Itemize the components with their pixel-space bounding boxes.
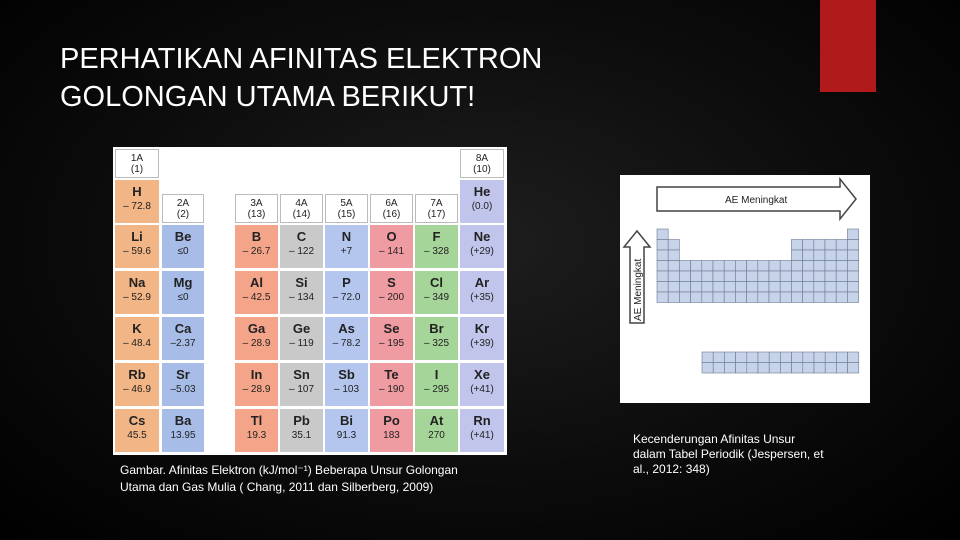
grid-cell (836, 250, 847, 261)
grid-cell (713, 282, 724, 293)
f-block-cell (848, 363, 859, 374)
group-header-4a (280, 194, 323, 223)
grid-cell (836, 282, 847, 293)
element-cell-ca (162, 317, 204, 360)
element-affinity: – 349 (423, 292, 450, 303)
group-header-number: (16) (382, 209, 401, 220)
group-header-number: (10) (473, 164, 491, 175)
group-header-5a (325, 194, 368, 223)
grid-cell (780, 282, 791, 293)
element-symbol: Be (174, 229, 192, 244)
grid-cell (713, 292, 724, 303)
group-header-label: 6A (385, 198, 398, 209)
element-symbol: Sb (338, 367, 355, 382)
grid-cell (814, 261, 825, 272)
grid-cell (814, 282, 825, 293)
group-header-number: (2) (176, 209, 190, 220)
element-symbol: Bi (340, 413, 353, 428)
element-affinity: – 190 (378, 384, 405, 395)
grid-cell (724, 292, 735, 303)
element-cell-se (370, 317, 413, 360)
element-affinity: 270 (428, 430, 445, 441)
grid-cell (791, 282, 802, 293)
grid-cell (747, 271, 758, 282)
element-affinity: – 119 (289, 338, 314, 349)
element-symbol: Rn (473, 413, 491, 428)
grid-cell (747, 282, 758, 293)
element-symbol: Ne (473, 229, 491, 244)
caption-right-line-2: dalam Tabel Periodik (Jespersen, et (633, 447, 824, 461)
element-cell-s (370, 271, 413, 314)
element-cell-cs (115, 409, 159, 452)
element-affinity: –2.37 (170, 338, 196, 349)
grid-cell (791, 292, 802, 303)
element-affinity: – 42.5 (242, 292, 271, 303)
grid-cell (791, 271, 802, 282)
f-block-cell (769, 352, 780, 363)
inner-transition-grid (702, 352, 859, 373)
grid-cell (769, 292, 780, 303)
element-symbol: Ca (174, 321, 192, 336)
element-affinity: – 195 (378, 338, 405, 349)
f-block-cell (724, 363, 735, 374)
element-symbol: Xe (474, 367, 490, 382)
grid-cell (847, 292, 858, 303)
element-affinity: 19.3 (246, 430, 267, 441)
element-cell-i (415, 363, 458, 406)
element-symbol: In (250, 367, 263, 382)
element-affinity: (+35) (470, 292, 494, 303)
element-cell-pb (280, 409, 323, 452)
group-header-number: (15) (337, 209, 356, 220)
group-header-number: (1) (130, 164, 144, 175)
grid-cell (791, 261, 802, 272)
element-affinity: (0.0) (471, 201, 493, 212)
element-symbol: C (296, 229, 307, 244)
element-affinity: – 107 (288, 384, 315, 395)
grid-cell (657, 261, 668, 272)
grid-cell (791, 250, 802, 261)
element-affinity: 13.95 (170, 430, 196, 441)
element-cell-k (115, 317, 159, 360)
slide-title-line-1: PERHATIKAN AFINITAS ELEKTRON (60, 43, 543, 75)
grid-cell (814, 292, 825, 303)
grid-cell (814, 240, 825, 251)
element-cell-po (370, 409, 413, 452)
element-affinity: – 141 (378, 246, 405, 257)
f-block-cell (792, 363, 803, 374)
grid-cell (758, 292, 769, 303)
element-cell-rb (115, 363, 159, 406)
element-cell-ba (162, 409, 204, 452)
grid-cell (735, 261, 746, 272)
grid-cell (702, 271, 713, 282)
grid-cell (691, 271, 702, 282)
f-block-cell (702, 352, 713, 363)
element-symbol: Se (383, 321, 400, 336)
group-header-label: 8A (475, 153, 489, 164)
element-symbol: S (387, 275, 396, 290)
element-cell-ar (460, 271, 504, 314)
grid-cell (691, 292, 702, 303)
grid-cell (679, 282, 690, 293)
grid-cell (847, 261, 858, 272)
grid-cell (735, 271, 746, 282)
element-symbol: Si (295, 275, 308, 290)
element-symbol: O (386, 229, 397, 244)
element-cell-br (415, 317, 458, 360)
element-affinity: – 328 (423, 246, 450, 257)
grid-cell (668, 271, 679, 282)
element-symbol: Br (429, 321, 444, 336)
element-symbol: Mg (173, 275, 193, 290)
grid-cell (791, 240, 802, 251)
element-cell-ne (460, 225, 504, 268)
element-affinity: 91.3 (336, 430, 357, 441)
slide-title (60, 40, 660, 116)
grid-cell (847, 229, 858, 240)
element-symbol: Sr (176, 367, 190, 382)
grid-cell (668, 282, 679, 293)
group-header-7a (415, 194, 458, 223)
grid-cell (803, 282, 814, 293)
element-cell-at (415, 409, 458, 452)
element-cell-rn (460, 409, 504, 452)
grid-cell (825, 261, 836, 272)
group-header-label: 2A (176, 198, 190, 209)
grid-cell (836, 261, 847, 272)
grid-cell (657, 292, 668, 303)
grid-cell (814, 250, 825, 261)
element-symbol: Cl (430, 275, 443, 290)
element-affinity: 45.5 (127, 430, 147, 441)
grid-cell (724, 282, 735, 293)
grid-cell (691, 282, 702, 293)
grid-cell (747, 261, 758, 272)
grid-cell (758, 271, 769, 282)
group-header-number: (14) (292, 209, 311, 220)
group-header-label: 5A (340, 198, 353, 209)
grid-cell (769, 271, 780, 282)
element-affinity: 35.1 (291, 430, 312, 441)
grid-cell (668, 292, 679, 303)
element-cell-be (162, 225, 204, 268)
element-cell-te (370, 363, 413, 406)
element-affinity: (+41) (470, 384, 494, 395)
grid-cell (836, 292, 847, 303)
accent-bar (820, 0, 876, 92)
f-block-cell (836, 363, 847, 374)
element-affinity: (+39) (470, 338, 494, 349)
grid-cell (780, 261, 791, 272)
element-affinity: – 103 (333, 384, 360, 395)
element-symbol: Sn (293, 367, 310, 382)
f-block-cell (803, 352, 814, 363)
element-affinity: – 72.8 (123, 201, 151, 212)
group-header-6a (370, 194, 413, 223)
element-symbol: H (132, 184, 142, 199)
periodic-table-grid (657, 229, 859, 303)
element-symbol: As (338, 321, 355, 336)
element-symbol: Li (131, 229, 143, 244)
element-symbol: P (342, 275, 351, 290)
grid-cell (803, 250, 814, 261)
element-affinity: – 72.0 (332, 292, 361, 303)
f-block-cell (747, 363, 758, 374)
element-cell-p (325, 271, 368, 314)
group-header-label: 3A (250, 198, 263, 209)
element-symbol: K (132, 321, 142, 336)
element-cell-o (370, 225, 413, 268)
group-header-number: (13) (247, 209, 266, 220)
element-cell-in (235, 363, 278, 406)
element-affinity: – 48.4 (123, 338, 151, 349)
element-symbol: Pb (293, 413, 310, 428)
grid-cell (668, 250, 679, 261)
f-block-cell (713, 363, 724, 374)
element-affinity: (+29) (470, 246, 494, 257)
electron-affinity-table (113, 147, 507, 455)
group-header-8a (460, 149, 504, 178)
f-block-cell (758, 352, 769, 363)
grid-cell (825, 271, 836, 282)
group-header-3a (235, 194, 278, 223)
grid-cell (747, 292, 758, 303)
element-affinity: – 122 (288, 246, 315, 257)
element-symbol: Ge (292, 321, 311, 336)
element-cell-xe (460, 363, 504, 406)
f-block-cell (814, 363, 825, 374)
grid-cell (847, 271, 858, 282)
grid-cell (679, 261, 690, 272)
f-block-cell (848, 352, 859, 363)
element-affinity: – 325 (423, 338, 450, 349)
element-cell-sn (280, 363, 323, 406)
f-block-cell (736, 363, 747, 374)
f-block-cell (780, 352, 791, 363)
grid-cell (758, 261, 769, 272)
grid-cell (825, 250, 836, 261)
element-symbol: I (434, 367, 439, 382)
element-cell-ga (235, 317, 278, 360)
grid-cell (847, 250, 858, 261)
grid-cell (825, 240, 836, 251)
grid-cell (780, 292, 791, 303)
grid-cell (825, 282, 836, 293)
element-symbol: Al (250, 275, 263, 290)
element-cell-si (280, 271, 323, 314)
grid-cell (735, 292, 746, 303)
element-affinity: ≤0 (177, 292, 189, 303)
f-block-cell (758, 363, 769, 374)
element-cell-bi (325, 409, 368, 452)
group-header-label: 1A (130, 153, 144, 164)
element-affinity: +7 (340, 246, 353, 257)
vertical-arrow-label: AE Meningkat (633, 258, 644, 321)
element-affinity: (+41) (470, 430, 494, 441)
element-cell-h (115, 180, 159, 223)
element-affinity: 183 (383, 430, 400, 441)
grid-cell (780, 271, 791, 282)
grid-cell (825, 292, 836, 303)
grid-cell (769, 282, 780, 293)
caption-left-line-2: Utama dan Gas Mulia ( Chang, 2011 dan Silberberg, 2009) (120, 480, 434, 494)
group-header-1a (115, 149, 159, 178)
element-cell-ge (280, 317, 323, 360)
element-cell-al (235, 271, 278, 314)
grid-cell (814, 271, 825, 282)
horizontal-arrow-label: AE Meningkat (725, 195, 788, 206)
element-symbol: He (473, 184, 491, 199)
element-symbol: Na (128, 275, 146, 290)
slide-title-line-2: GOLONGAN UTAMA BERIKUT! (60, 81, 476, 113)
caption-right-line-1: Kecenderungan Afinitas Unsur (633, 432, 796, 446)
grid-cell (803, 271, 814, 282)
element-affinity: – 134 (288, 292, 315, 303)
f-block-cell (736, 352, 747, 363)
f-block-cell (769, 363, 780, 374)
grid-cell (702, 292, 713, 303)
f-block-cell (825, 363, 836, 374)
group-header-number: (17) (427, 209, 446, 220)
grid-cell (803, 240, 814, 251)
grid-cell (724, 271, 735, 282)
element-cell-as (325, 317, 368, 360)
grid-cell (836, 240, 847, 251)
f-block-cell (702, 363, 713, 374)
grid-cell (679, 271, 690, 282)
element-affinity: – 59.6 (123, 246, 151, 257)
element-symbol: B (251, 229, 262, 244)
grid-cell (713, 271, 724, 282)
grid-cell (803, 292, 814, 303)
element-cell-mg (162, 271, 204, 314)
element-cell-f (415, 225, 458, 268)
grid-cell (735, 282, 746, 293)
grid-cell (702, 261, 713, 272)
element-symbol: Rb (128, 367, 146, 382)
grid-cell (657, 229, 668, 240)
grid-cell (702, 282, 713, 293)
element-affinity: – 78.2 (332, 338, 361, 349)
element-symbol: F (432, 229, 441, 244)
grid-cell (758, 282, 769, 293)
element-cell-kr (460, 317, 504, 360)
element-symbol: Ba (174, 413, 192, 428)
f-block-cell (825, 352, 836, 363)
f-block-cell (803, 363, 814, 374)
element-symbol: N (341, 229, 352, 244)
grid-cell (668, 261, 679, 272)
trend-diagram-svg (620, 175, 870, 403)
f-block-cell (724, 352, 735, 363)
element-cell-n (325, 225, 368, 268)
element-symbol: Ar (474, 275, 490, 290)
grid-cell (657, 250, 668, 261)
figure-caption-left (120, 462, 540, 496)
element-affinity: – 52.9 (123, 292, 151, 303)
grid-cell (668, 240, 679, 251)
grid-cell (657, 240, 668, 251)
element-symbol: Cs (128, 413, 146, 428)
grid-cell (769, 261, 780, 272)
grid-cell (713, 261, 724, 272)
element-symbol: Tl (250, 413, 263, 428)
f-block-cell (836, 352, 847, 363)
caption-left-line-1: Gambar. Afinitas Elektron (kJ/mol⁻¹) Beberapa Unsur Golongan (120, 463, 458, 477)
f-block-cell (747, 352, 758, 363)
grid-cell (657, 271, 668, 282)
element-symbol: Po (383, 413, 400, 428)
element-affinity: – 28.9 (242, 338, 271, 349)
f-block-cell (792, 352, 803, 363)
element-cell-na (115, 271, 159, 314)
grid-cell (657, 282, 668, 293)
grid-cell (724, 261, 735, 272)
element-cell-li (115, 225, 159, 268)
f-block-cell (713, 352, 724, 363)
figure-caption-right (633, 432, 873, 477)
grid-cell (691, 261, 702, 272)
group-header-label: 4A (295, 198, 308, 209)
element-cell-cl (415, 271, 458, 314)
grid-cell (847, 282, 858, 293)
element-affinity: ≤0 (177, 246, 189, 257)
element-affinity: – 28.9 (242, 384, 271, 395)
grid-cell (803, 261, 814, 272)
caption-right-line-3: al., 2012: 348) (633, 462, 710, 476)
element-affinity: – 46.9 (123, 384, 151, 395)
element-cell-tl (235, 409, 278, 452)
element-symbol: Te (384, 367, 399, 382)
element-symbol: Kr (474, 321, 490, 336)
element-cell-b (235, 225, 278, 268)
element-cell-c (280, 225, 323, 268)
element-affinity: –5.03 (170, 384, 196, 395)
element-affinity: – 295 (423, 384, 450, 395)
group-header-label: 7A (430, 198, 443, 209)
element-cell-sr (162, 363, 204, 406)
f-block-cell (780, 363, 791, 374)
affinity-trend-diagram (620, 175, 870, 403)
element-symbol: Ga (247, 321, 266, 336)
grid-cell (836, 271, 847, 282)
grid-cell (847, 240, 858, 251)
element-cell-sb (325, 363, 368, 406)
grid-cell (679, 292, 690, 303)
element-affinity: – 200 (378, 292, 405, 303)
element-affinity: – 26.7 (242, 246, 271, 257)
group-header-2a (162, 194, 204, 223)
element-cell-he (460, 180, 504, 223)
f-block-cell (814, 352, 825, 363)
element-symbol: At (429, 413, 444, 428)
